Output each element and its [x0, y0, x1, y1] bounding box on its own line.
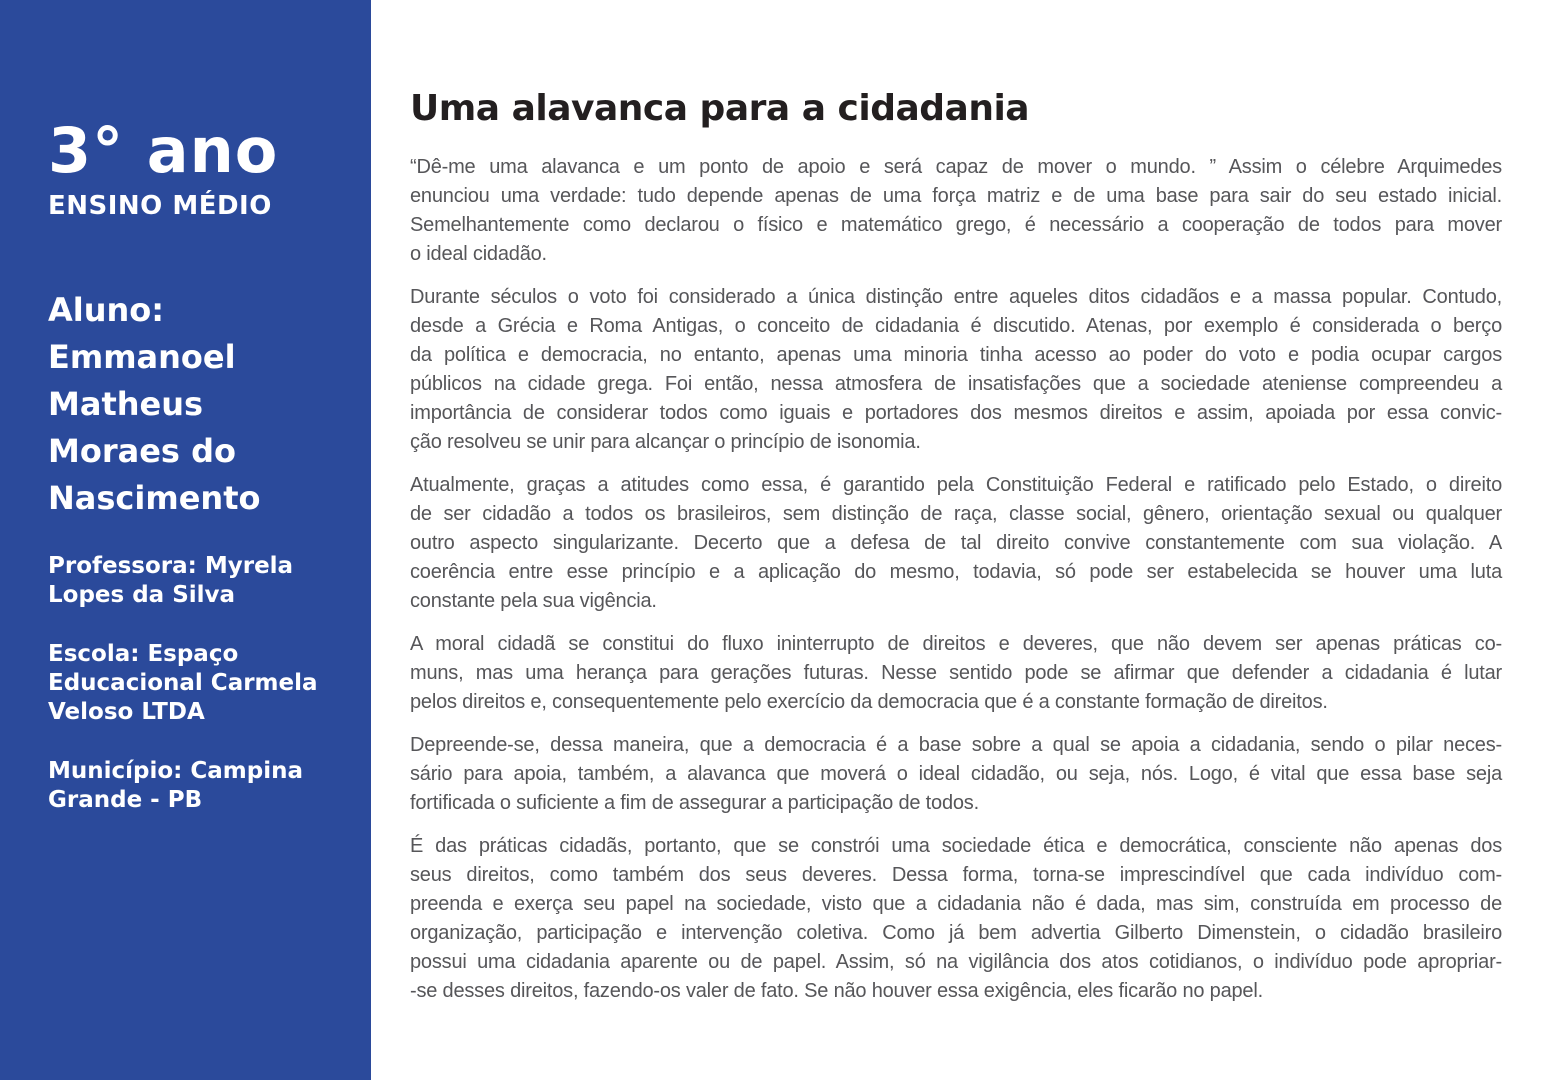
sidebar [0, 0, 371, 1080]
text-line: É das práticas cidadãs, portanto, que se constrói uma sociedade ética e democrática, consciente não apenas dos [410, 835, 1502, 858]
text-line: preenda e exerça seu papel na sociedade, visto que a cidadania não é dada, mas sim, construída em processo de [410, 893, 1502, 916]
article-paragraphs [410, 153, 1502, 1006]
grade-number: 3° ano [48, 114, 279, 187]
paragraph [410, 283, 1502, 457]
text-line: organização, participação e intervenção coletiva. Como já bem advertia Gilberto Dimenstein, o cidadão brasileiro [410, 922, 1502, 945]
paragraph [410, 153, 1502, 269]
text-line: possui uma cidadania aparente ou de papel. Assim, só na vigilância dos atos cotidianos, o indivíduo pode apropriar- [410, 951, 1502, 974]
text-line: Semelhantemente como declarou o físico e matemático grego, é necessário a cooperação de todos para mover [410, 214, 1502, 237]
text-line: coerência entre esse princípio e a aplicação do mesmo, todavia, só pode ser estabelecida se houver uma luta [410, 561, 1502, 584]
city-name: Município: Campina Grande - PB [48, 758, 303, 814]
school-name: Escola: Espaço Educacional Carmela Veloso LTDA [48, 641, 318, 726]
text-line: constante pela sua vigência. [410, 590, 657, 613]
text-line: -se desses direitos, fazendo-os valer de fato. Se não houver essa exigência, eles ficarão no papel. [410, 980, 1263, 1003]
text-line: muns, mas uma herança para gerações futuras. Nesse sentido pode se afirmar que defender a cidadania é lutar [410, 662, 1502, 685]
text-line: desde a Grécia e Roma Antigas, o conceito de cidadania é discutido. Atenas, por exemplo é considerada o berço [410, 315, 1502, 338]
text-line: o ideal cidadão. [410, 243, 547, 266]
article [371, 0, 1542, 1080]
paragraph [410, 832, 1502, 1006]
paragraph [410, 630, 1502, 717]
text-line: da política e democracia, no entanto, apenas uma minoria tinha acesso ao poder do voto e podia ocupar cargos [410, 344, 1502, 367]
text-line: Depreende-se, dessa maneira, que a democracia é a base sobre a qual se apoia a cidadania, sendo o pilar neces- [410, 734, 1502, 757]
text-line: “Dê-me uma alavanca e um ponto de apoio e será capaz de mover o mundo. ” Assim o célebre Arquimedes [410, 156, 1502, 179]
text-line: pelos direitos e, consequentemente pelo exercício da democracia que é a constante formação de direitos. [410, 691, 1328, 714]
text-line: públicos na cidade grega. Foi então, nessa atmosfera de insatisfações que a sociedade ateniense compreendeu a [410, 373, 1502, 396]
text-line: sário para apoia, também, a alavanca que moverá o ideal cidadão, ou seja, nós. Logo, é vital que essa base seja [410, 763, 1502, 786]
text-line: importância de considerar todos como iguais e portadores dos mesmos direitos e assim, apoiada por essa convic- [410, 402, 1502, 425]
text-line: outro aspecto singularizante. Decerto que a defesa de tal direito convive constantemente com sua violação. A [410, 532, 1502, 555]
text-line: A moral cidadã se constitui do fluxo ininterrupto de direitos e deveres, que não devem ser apenas práticas co- [410, 633, 1502, 656]
text-line: de ser cidadão a todos os brasileiros, sem distinção de raça, classe social, gênero, orientação sexual ou qualquer [410, 503, 1502, 526]
text-line: seus direitos, como também dos seus deveres. Dessa forma, torna-se imprescindível que cada indivíduo com- [410, 864, 1502, 887]
text-line: fortificada o suficiente a fim de assegurar a participação de todos. [410, 792, 979, 815]
text-line: Durante séculos o voto foi considerado a única distinção entre aqueles ditos cidadãos e a massa popular. Contudo, [410, 286, 1502, 309]
text-line: enunciou uma verdade: tudo depende apenas de uma força matriz e de uma base para sair do seu estado inicial. [410, 185, 1502, 208]
text-line: Atualmente, graças a atitudes como essa, é garantido pela Constituição Federal e ratificado pelo Estado, o direito [410, 474, 1502, 497]
grade-level: ENSINO MÉDIO [48, 191, 272, 222]
article-title: Uma alavanca para a cidadania [410, 88, 1030, 130]
teacher-name: Professora: Myrela Lopes da Silva [48, 553, 294, 609]
student-name: Aluno: Emmanoel Matheus Moraes do Nascimento [48, 291, 261, 518]
paragraph [410, 471, 1502, 616]
text-line: ção resolveu se unir para alcançar o princípio de isonomia. [410, 431, 921, 454]
paragraph [410, 731, 1502, 818]
